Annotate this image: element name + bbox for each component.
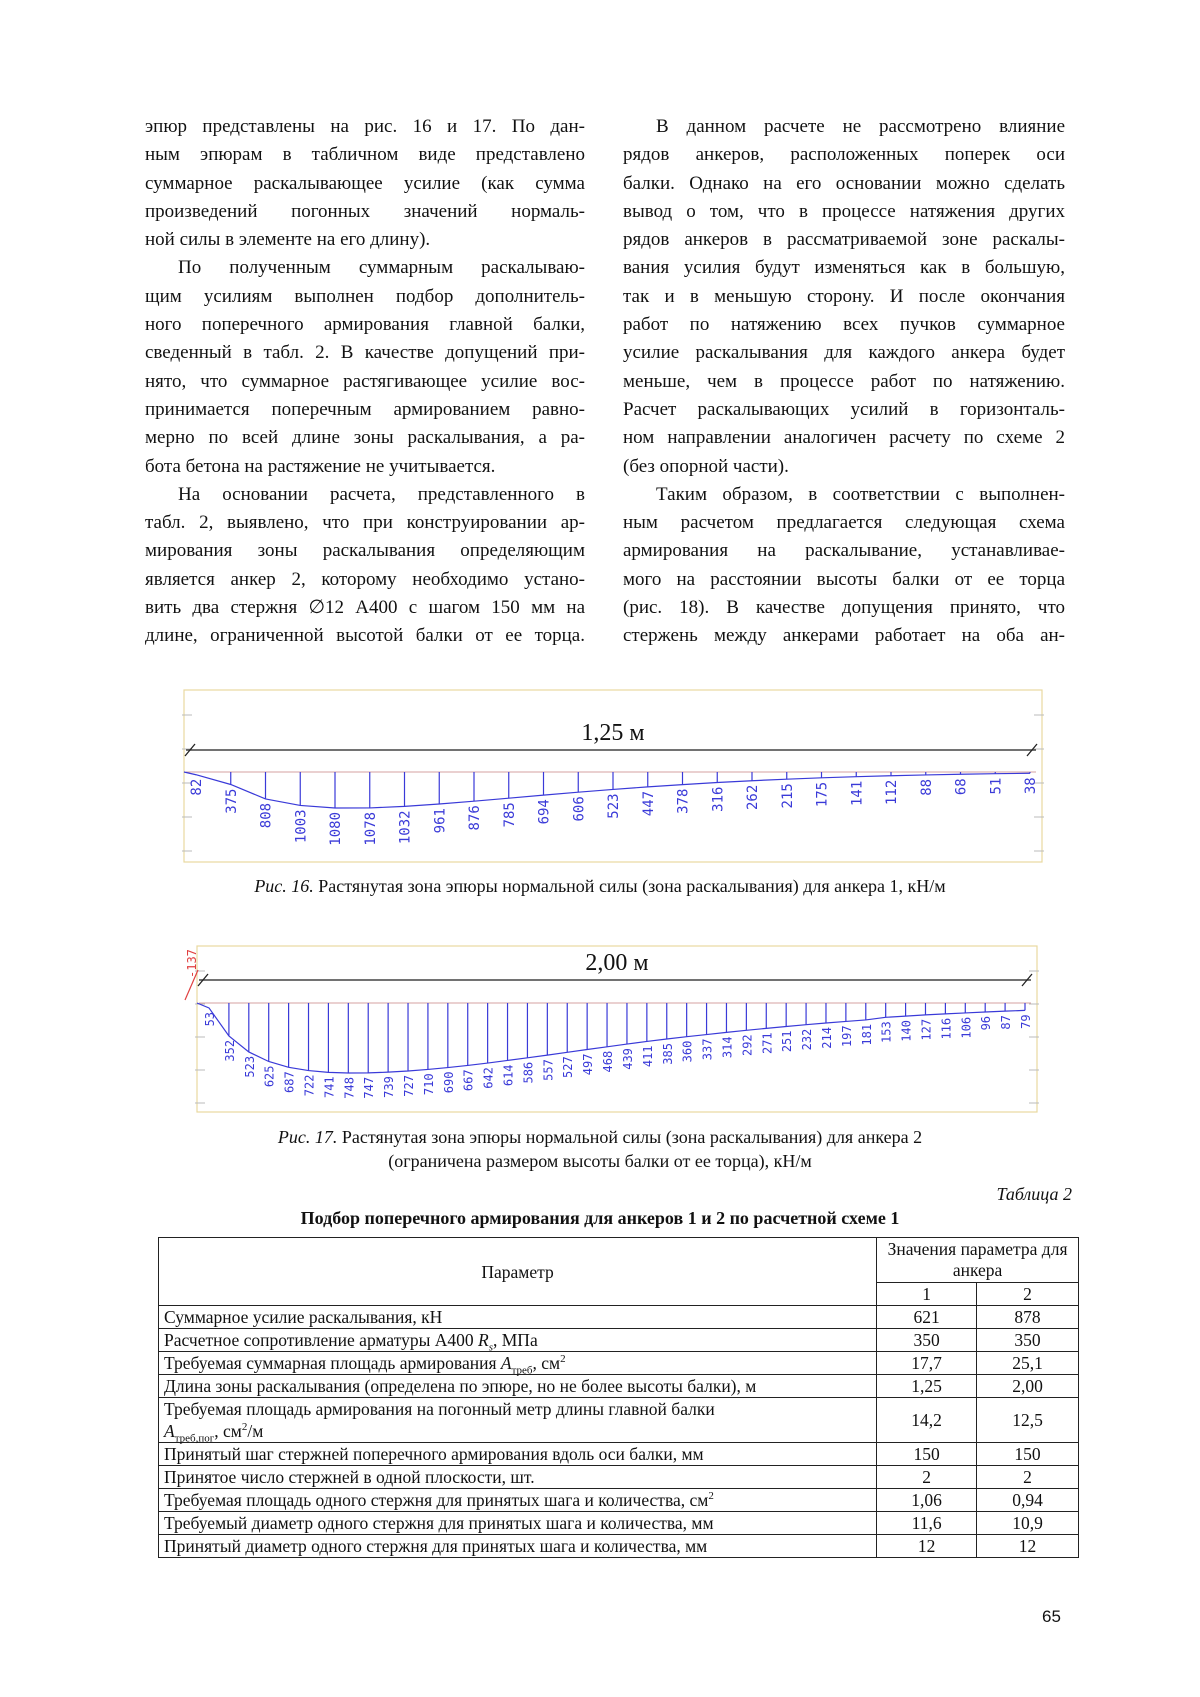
figure16-value-label: 694: [537, 799, 553, 824]
table-row: [159, 1306, 1079, 1329]
figure16-value-label: 316: [710, 787, 726, 812]
figure16-value-label: 785: [502, 802, 518, 827]
text-line: усилие раскалывания для каждого анкера будет: [623, 339, 1065, 367]
figure17-value-label: 116: [939, 1018, 953, 1040]
figure16-value-label: 447: [641, 791, 657, 816]
figure17-value-label: 314: [720, 1036, 734, 1058]
figure16-caption-text: Растянутая зона эпюры нормальной силы (зона раскалывания) для анкера 1, кН/м: [314, 876, 946, 896]
figure17-value-label: 232: [800, 1029, 814, 1051]
figure16-caption: [0, 874, 1200, 898]
table-title: Подбор поперечного армирования для анкеров 1 и 2 по расчетной схеме 1: [0, 1208, 1200, 1229]
figure16-dimension-label: 1,25 м: [581, 720, 644, 746]
figure17-value-label: 96: [979, 1016, 993, 1030]
figure17-value-label: 53: [203, 1012, 217, 1026]
text-line: ном направлении аналогичен расчету по схеме 2: [623, 424, 1065, 452]
text-line: произведений погонных значений нормаль-: [145, 198, 585, 226]
table-row: [159, 1489, 1079, 1512]
text-line: армирования на раскалывание, устанавливае-: [623, 537, 1065, 565]
cell-v1: 621: [877, 1306, 977, 1329]
cell-v2: 0,94: [977, 1489, 1079, 1512]
figure17-value-label: 667: [462, 1069, 476, 1091]
cell-param: Требуемый диаметр одного стержня для принятых шага и количества, мм: [159, 1512, 877, 1535]
text-line: суммарное раскалывающее усилие (как сумма: [145, 170, 585, 198]
table-row: [159, 1352, 1079, 1375]
figure17-value-label: 87: [999, 1015, 1013, 1029]
text-line: нято, что суммарное растягивающее усилие вос-: [145, 368, 585, 396]
figure16-value-label: 1080: [328, 812, 344, 846]
figure17-value-label: 140: [900, 1020, 914, 1042]
figure17-value-label: 439: [621, 1048, 635, 1070]
text-line: работ по натяжению всех пучков суммарное: [623, 311, 1065, 339]
text-line: так и в меньшую сторону. И после окончания: [623, 283, 1065, 311]
table-row: [159, 1398, 1079, 1443]
figure17-value-label: 106: [959, 1017, 973, 1039]
figure17-value-label: 748: [342, 1077, 356, 1099]
text-line: ной силы в элементе на его длину).: [145, 226, 585, 254]
text-line: вить два стержня ∅12 А400 с шагом 150 мм на: [145, 594, 585, 622]
header-anchor-2: 2: [977, 1283, 1079, 1306]
figure16-value-label: 1078: [363, 812, 379, 846]
cell-v1: 1,25: [877, 1375, 977, 1398]
cell-v1: 11,6: [877, 1512, 977, 1535]
text-line: ным эпюрам в табличном виде представлено: [145, 141, 585, 169]
figure17-value-label: 251: [780, 1030, 794, 1052]
text-line: сведенный в табл. 2. В качестве допущений при-: [145, 339, 585, 367]
figure16-value-label: 1032: [398, 810, 414, 844]
figure17-diagram: [185, 946, 1039, 1112]
figure17-value-label: 352: [223, 1040, 237, 1062]
figure16-value-label: 262: [745, 785, 761, 810]
text-line: В данном расчете не рассмотрено влияние: [623, 113, 1065, 141]
text-line: рядов анкеров, расположенных поперек оси: [623, 141, 1065, 169]
cell-param: Требуемая площадь одного стержня для принятых шага и количества, см2: [159, 1489, 877, 1512]
figure16-caption-prefix: Рис. 16.: [254, 876, 313, 896]
text-line: бота бетона на растяжение не учитывается.: [145, 453, 585, 481]
cell-v2: 25,1: [977, 1352, 1079, 1375]
figure17-value-label: 523: [243, 1056, 257, 1078]
text-line: меньше, чем в процессе работ по натяжению.: [623, 368, 1065, 396]
figure17-value-label: 722: [303, 1075, 317, 1097]
cell-v1: 17,7: [877, 1352, 977, 1375]
figure17-caption-line2: (ограничена размером высоты балки от ее торца), кН/м: [0, 1149, 1200, 1173]
figure17-value-label: 710: [422, 1073, 436, 1095]
figure16-value-label: 141: [849, 781, 865, 806]
figure16-value-label: 215: [780, 783, 796, 808]
table-label: Таблица 2: [996, 1184, 1072, 1205]
figure17-caption-prefix: Рис. 17.: [278, 1127, 337, 1147]
table-row: [159, 1466, 1079, 1489]
cell-v1: 14,2: [877, 1398, 977, 1443]
figure16-value-label: 68: [954, 778, 970, 795]
figure17-dimension-label: 2,00 м: [585, 950, 648, 976]
text-line: Расчет раскалывающих усилий в горизонталь-: [623, 396, 1065, 424]
figure17-value-label: 214: [820, 1027, 834, 1049]
text-line: вывод о том, что в процессе натяжения других: [623, 198, 1065, 226]
cell-param: Суммарное усилие раскалывания, кН: [159, 1306, 877, 1329]
cell-v2: 2,00: [977, 1375, 1079, 1398]
cell-param: Требуемая площадь армирования на погонный метр длины главной балки Aтреб,пог, см2/м: [159, 1398, 877, 1443]
text-line: мирования зоны раскалывания определяющим: [145, 537, 585, 565]
table-row: [159, 1329, 1079, 1352]
cell-v1: 1,06: [877, 1489, 977, 1512]
cell-v2: 350: [977, 1329, 1079, 1352]
text-line: (рис. 18). В качестве допущения принято, что: [623, 594, 1065, 622]
table-row: [159, 1443, 1079, 1466]
cell-v1: 150: [877, 1443, 977, 1466]
text-line: ного поперечного армирования главной балки,: [145, 311, 585, 339]
figure17-value-label: 271: [760, 1032, 774, 1054]
figure17-value-label: 79: [1019, 1014, 1033, 1028]
figure17-value-label: 614: [502, 1064, 516, 1086]
text-line: На основании расчета, представленного в: [145, 481, 585, 509]
figure17-value-label: 153: [880, 1021, 894, 1043]
figure17-value-label: 292: [740, 1034, 754, 1056]
cell-param: Принятое число стержней в одной плоскости, шт.: [159, 1466, 877, 1489]
text-line: ным расчетом предлагается следующая схема: [623, 509, 1065, 537]
figure16-value-label: 82: [189, 779, 205, 796]
figure17-value-label: 411: [641, 1045, 655, 1067]
figure17-value-label: 385: [661, 1043, 675, 1065]
figure16-value-label: 808: [259, 803, 275, 828]
cell-v2: 12: [977, 1535, 1079, 1558]
text-line: мерно по всей длине зоны раскалывания, а ра-: [145, 424, 585, 452]
text-line: длине, ограниченной высотой балки от ее торца.: [145, 622, 585, 650]
figure17-value-label: 360: [681, 1041, 695, 1063]
cell-param: Расчетное сопротивление арматуры А400 Rs, МПа: [159, 1329, 877, 1352]
text-line: является анкер 2, которому необходимо устано-: [145, 566, 585, 594]
cell-v2: 10,9: [977, 1512, 1079, 1535]
figure16-diagram: [182, 690, 1044, 862]
text-line: По полученным суммарным раскалываю-: [145, 254, 585, 282]
text-line: вания усилия будут изменяться как в большую,: [623, 254, 1065, 282]
figure17-value-label: 747: [362, 1077, 376, 1099]
figure16-value-label: 38: [1023, 777, 1039, 794]
figure16-value-label: 523: [606, 793, 622, 818]
figure16-value-label: 88: [919, 779, 935, 796]
figure17-value-label: 197: [840, 1025, 854, 1047]
text-line: рядов анкеров в рассматриваемой зоне раскалы-: [623, 226, 1065, 254]
table-header-row: [159, 1238, 1079, 1283]
figure16-value-label: 961: [432, 808, 448, 833]
cell-v2: 878: [977, 1306, 1079, 1329]
text-line: стержень между анкерами работает на оба ан-: [623, 622, 1065, 650]
text-line: мого на расстоянии высоты балки от ее торца: [623, 566, 1065, 594]
figure17-value-label: 468: [601, 1051, 615, 1073]
header-anchor-1: 1: [877, 1283, 977, 1306]
text-line: щим усилиям выполнен подбор дополнитель-: [145, 283, 585, 311]
figure17-value-label: 497: [581, 1054, 595, 1076]
page-number: 65: [1042, 1607, 1061, 1627]
cell-v2: 2: [977, 1466, 1079, 1489]
figure17-negative-label: -137: [185, 949, 199, 978]
figure17-value-label: 557: [541, 1059, 555, 1081]
cell-v1: 12: [877, 1535, 977, 1558]
text-line: (без опорной части).: [623, 453, 1065, 481]
cell-param: Длина зоны раскалывания (определена по эпюре, но не более высоты балки), м: [159, 1375, 877, 1398]
figure17-caption: [0, 1125, 1200, 1149]
figure17-value-label: 727: [402, 1075, 416, 1097]
figure17-value-label: 642: [482, 1067, 496, 1089]
text-line: табл. 2, выявлено, что при конструировании ар-: [145, 509, 585, 537]
table-row: [159, 1512, 1079, 1535]
figure17-value-label: 625: [263, 1065, 277, 1087]
text-line: принимается поперечным армированием равно-: [145, 396, 585, 424]
table-row: [159, 1375, 1079, 1398]
figure16-value-label: 876: [467, 805, 483, 830]
reinforcement-table: [158, 1237, 1079, 1558]
figure17-value-label: 586: [521, 1062, 535, 1084]
figure17-value-label: 690: [442, 1072, 456, 1094]
cell-v1: 2: [877, 1466, 977, 1489]
table-row: [159, 1535, 1079, 1558]
figure17-value-label: 181: [860, 1024, 874, 1046]
cell-v2: 150: [977, 1443, 1079, 1466]
figure17-value-label: 127: [919, 1019, 933, 1041]
figure17-value-label: 687: [283, 1071, 297, 1093]
figure17-value-label: 527: [561, 1056, 575, 1078]
figure16-value-label: 112: [884, 780, 900, 805]
text-line: балки. Однако на его основании можно сделать: [623, 170, 1065, 198]
cell-param: Принятый диаметр одного стержня для принятых шага и количества, мм: [159, 1535, 877, 1558]
header-values: Значения параметра для анкера: [877, 1238, 1079, 1283]
cell-param: Принятый шаг стержней поперечного армирования вдоль оси балки, мм: [159, 1443, 877, 1466]
figure16-value-label: 375: [224, 789, 240, 814]
figure16-value-label: 1003: [293, 809, 309, 843]
epure-figures: [0, 0, 1200, 1200]
figure16-value-label: 175: [815, 782, 831, 807]
figure17-value-label: 337: [701, 1039, 715, 1061]
figure16-value-label: 378: [676, 789, 692, 814]
text-line: эпюр представлены на рис. 16 и 17. По дан-: [145, 113, 585, 141]
figure17-value-label: 741: [322, 1076, 336, 1098]
figure17-caption-text: Растянутая зона эпюры нормальной силы (зона раскалывания) для анкера 2: [337, 1127, 922, 1147]
figure16-value-label: 51: [988, 778, 1004, 795]
cell-param: Требуемая суммарная площадь армирования Aтреб, см2: [159, 1352, 877, 1375]
figure16-value-label: 606: [571, 796, 587, 821]
cell-v1: 350: [877, 1329, 977, 1352]
header-param: Параметр: [159, 1238, 877, 1306]
figure17-value-label: 739: [382, 1076, 396, 1098]
cell-v2: 12,5: [977, 1398, 1079, 1443]
text-line: Таким образом, в соответствии с выполнен-: [623, 481, 1065, 509]
